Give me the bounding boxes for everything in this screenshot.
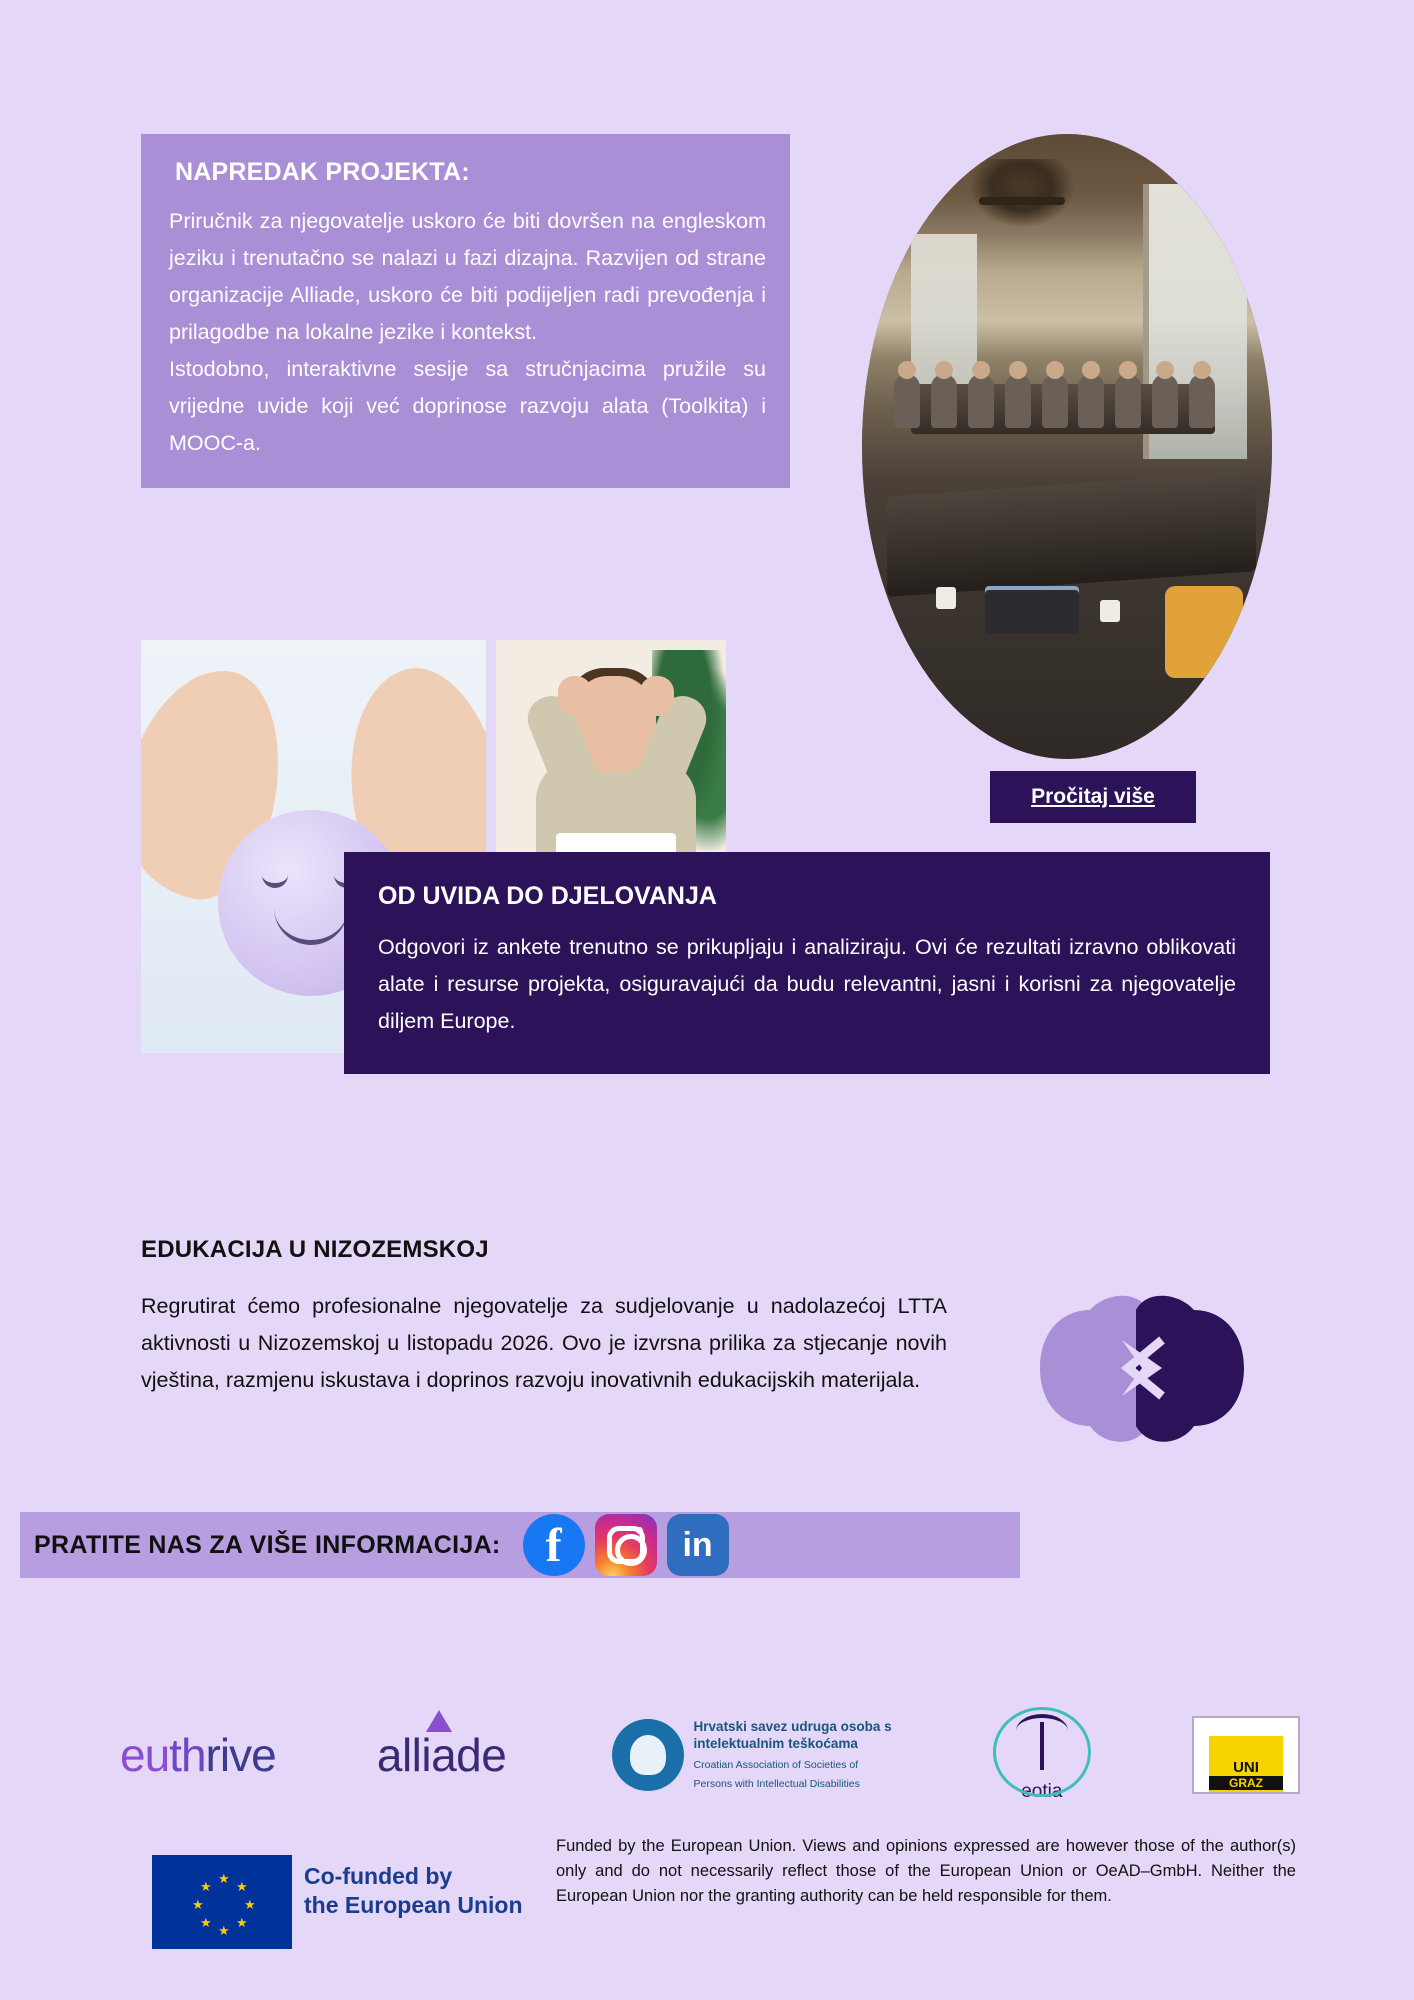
follow-us-label: PRATITE NAS ZA VIŠE INFORMACIJA: <box>34 1530 501 1559</box>
croatia-line-1: Hrvatski savez udruga osoba s <box>693 1719 892 1734</box>
project-progress-card <box>141 134 790 488</box>
follow-us-bar <box>20 1512 1020 1578</box>
eu-funding-line-2: the European Union <box>304 1892 523 1918</box>
chandelier-decor <box>969 159 1076 228</box>
ball-eye-left <box>262 870 288 888</box>
eotia-ring-icon <box>993 1707 1091 1797</box>
partner-logos <box>120 1700 1300 1810</box>
education-title: EDUKACIJA U NIZOZEMSKOJ <box>141 1236 489 1263</box>
uni-graz-logo <box>1192 1716 1300 1794</box>
progress-paragraph-2: Istodobno, interaktivne sesije sa stručnjacima pružile su vrijedne uvide koji već doprinose razvoju alata (Toolkita) i MOOC-a. <box>169 357 766 455</box>
croatian-association-logo <box>612 1719 892 1791</box>
euthrive-logo <box>120 1728 276 1782</box>
eotia-tree-icon <box>1040 1722 1044 1770</box>
eu-flag-icon <box>152 1855 292 1949</box>
brain-logo-icon <box>1010 1270 1275 1465</box>
orange-chair <box>1165 586 1243 678</box>
croatia-line-4: Persons with Intellectual Disabilities <box>693 1777 860 1790</box>
eotia-logo-text: eotia <box>1021 1781 1063 1802</box>
eu-stars: ★ ★ ★ ★ ★ ★ ★ ★ <box>192 1871 256 1938</box>
stressed-teen-photo <box>496 640 726 855</box>
insight-text: Odgovori iz ankete trenutno se prikupljaju i analiziraju. Ovi će rezultati izravno oblikovati alate i resurse projekta, osiguravajući da budu relevantni, jasni i korisni za njegovatelje diljem Europe. <box>378 935 1236 1033</box>
cup-one <box>936 587 956 609</box>
ball-smile <box>274 902 348 945</box>
instagram-icon[interactable] <box>595 1514 657 1576</box>
alliade-logo <box>377 1728 511 1782</box>
funding-disclaimer: Funded by the European Union. Views and opinions expressed are however those of the author(s) only and do not necessarily reflect those of the European Union or OeAD–GmbH. Neither the European Union nor the granting authority can be held responsible for them. <box>556 1837 1296 1905</box>
unigraz-graz-text: GRAZ <box>1209 1776 1283 1790</box>
cup-two <box>1100 600 1120 622</box>
croatia-line-2: intelektualnim teškoćama <box>693 1735 858 1751</box>
read-more-button[interactable]: Pročitaj više <box>990 771 1196 823</box>
facebook-icon[interactable] <box>523 1514 585 1576</box>
euthrive-logo-part3: rive <box>205 1729 276 1781</box>
alliade-logo-text: alliade <box>376 1729 507 1781</box>
education-text: Regrutirat ćemo profesionalne njegovatelje za sudjelovanje u nadolazećoj LTTA aktivnosti u Nizozemskoj u listopadu 2026. Ovo je izvrsna prilika za stjecanje novih vještina, razmjenu iskustava i doprinos razvoju inovativnih edukacijskih materijala. <box>141 1294 947 1392</box>
teen-hand-left <box>558 676 592 716</box>
laptop <box>985 586 1079 634</box>
unigraz-uni-text: UNI <box>1233 1759 1259 1776</box>
insight-title: OD UVIDA DO DJELOVANJA <box>378 882 717 910</box>
seated-participants <box>887 328 1256 428</box>
euthrive-logo-part2: th <box>169 1729 206 1781</box>
teen-hand-right <box>640 676 674 716</box>
social-icons-group <box>523 1514 729 1576</box>
alliade-spark-icon <box>426 1710 452 1732</box>
croatia-badge-icon <box>612 1719 684 1791</box>
linkedin-icon[interactable] <box>667 1514 729 1576</box>
insight-to-action-card <box>344 852 1270 1074</box>
eotia-logo <box>993 1707 1091 1803</box>
croatia-line-3: Croatian Association of Societies of <box>693 1758 859 1771</box>
euthrive-logo-part1: eu <box>120 1729 170 1781</box>
eu-funding-label <box>304 1862 523 1920</box>
eu-funding-line-1: Co-funded by <box>304 1863 453 1889</box>
progress-title: NAPREDAK PROJEKTA: <box>175 158 470 186</box>
progress-paragraph-1: Priručnik za njegovatelje uskoro će biti dovršen na engleskom jeziku i trenutačno se nalazi u fazi dizajna. Razvijen od strane organizacije Alliade, uskoro će biti podijeljen radi prevođenja i prilagodbe na lokalne jezike i kontekst. <box>169 209 766 344</box>
meeting-room-photo <box>862 134 1272 759</box>
